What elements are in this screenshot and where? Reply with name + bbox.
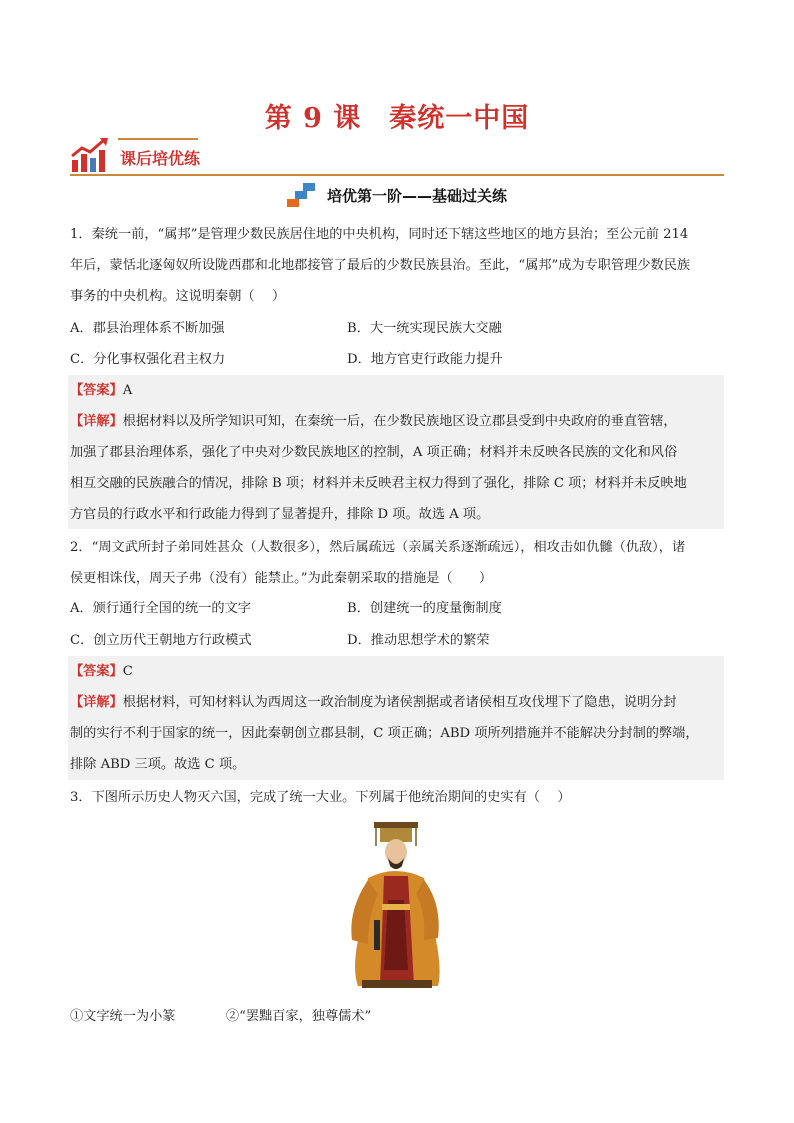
question-3-stem [70, 782, 724, 813]
answer-value: A [122, 383, 133, 398]
detail-tag: 【详解】 [70, 695, 123, 710]
detail-line: 方官员的行政水平和行政能力得到了显著提升，排除 D 项。故选 A 项。 [70, 507, 490, 522]
detail-tag: 【详解】 [70, 414, 123, 429]
stem-line: 年后，蒙恬北逐匈奴所设陇西郡和北地郡接管了最后的少数民族县治。至此，“属邦”成为专职管理少数民族 [70, 258, 691, 273]
detail-line: 排除 ABD 三项。故选 C 项。 [70, 757, 246, 772]
q2-option-d: D．推动思想学术的繁荣 [347, 633, 490, 648]
chart-bars-icon [70, 136, 110, 174]
section-rule [70, 174, 724, 176]
answer-tag: 【答案】 [70, 664, 123, 679]
answer-line [70, 375, 722, 406]
emperor-portrait-icon [338, 820, 454, 990]
answer-line [70, 656, 722, 687]
stem-line: 事务的中央机构。这说明秦朝（ ） [70, 289, 286, 304]
q2-option-a: A．颁行通行全国的统一的文字 [70, 601, 251, 616]
detail-line: 加强了郡县治理体系，强化了中央对少数民族地区的控制，A 项正确；材料并未反映各民族的文化和风俗 [70, 445, 678, 460]
item-1: ①文字统一为小篆 [70, 1009, 176, 1024]
q1-option-c: C．分化事权强化君主权力 [70, 352, 226, 367]
answer-tag: 【答案】 [70, 383, 123, 398]
q1-option-a: A．郡县治理体系不断加强 [70, 321, 225, 336]
stage-label: 培优第一阶——基础过关练 [326, 187, 507, 205]
q1-answer-box [68, 375, 724, 529]
stem-line: 侯更相诛伐，周天子弗（没有）能禁止。”为此秦朝采取的措施是（ ） [70, 571, 493, 586]
stem-line: 1．秦统一前，“属邦”是管理少数民族居住地的中央机构，同时还下辖这些地区的地方县治；至公元前 214 [70, 227, 689, 242]
q1-option-d: D．地方官吏行政能力提升 [347, 352, 503, 367]
question-1-stem [70, 219, 724, 312]
item-2: ②“罢黜百家，独尊儒术” [225, 1009, 372, 1024]
q2-option-c: C．创立历代王朝地方行政模式 [70, 633, 252, 648]
detail-line: 【详解】根据材料以及所学知识可知，在秦统一后，在少数民族地区设立郡县受到中央政府的垂直管辖， [70, 414, 677, 429]
section-label: 课后培优练 [120, 149, 201, 168]
q1-option-b: B．大一统实现民族大交融 [347, 321, 502, 336]
section-header [70, 132, 724, 176]
answer-value: C [122, 664, 133, 679]
question-2-stem [70, 532, 724, 594]
detail-line: 相互交融的民族融合的情况，排除 B 项；材料并未反映君主权力得到了强化，排除 C 项；材料并未反映地 [70, 476, 687, 491]
stem-line: 2．“周文武所封子弟同姓甚众（人数很多），然后属疏远（亲属关系逐渐疏远），相攻击如仇雠（仇敌），诸 [70, 540, 686, 555]
stage-header [0, 185, 794, 215]
page-title: 第 9 课 秦统一中国 [264, 103, 530, 134]
detail-line: 【详解】根据材料，可知材料认为西周这一政治制度为诸侯割据或者诸侯相互攻伐埋下了隐患，说明分封 [70, 695, 677, 710]
q2-answer-box [68, 656, 724, 780]
stem-line: 3．下图所示历史人物灭六国，完成了统一大业。下列属于他统治期间的史实有（ ） [70, 790, 571, 805]
stairs-icon [287, 181, 321, 207]
question-3-items [70, 1005, 724, 1024]
section-top-rule [118, 138, 198, 140]
detail-line: 制的实行不利于国家的统一，因此秦朝创立郡县制，C 项正确；ABD 项所列措施并不能解决分封制的弊端， [70, 726, 699, 741]
q2-option-b: B．创建统一的度量衡制度 [347, 601, 502, 616]
